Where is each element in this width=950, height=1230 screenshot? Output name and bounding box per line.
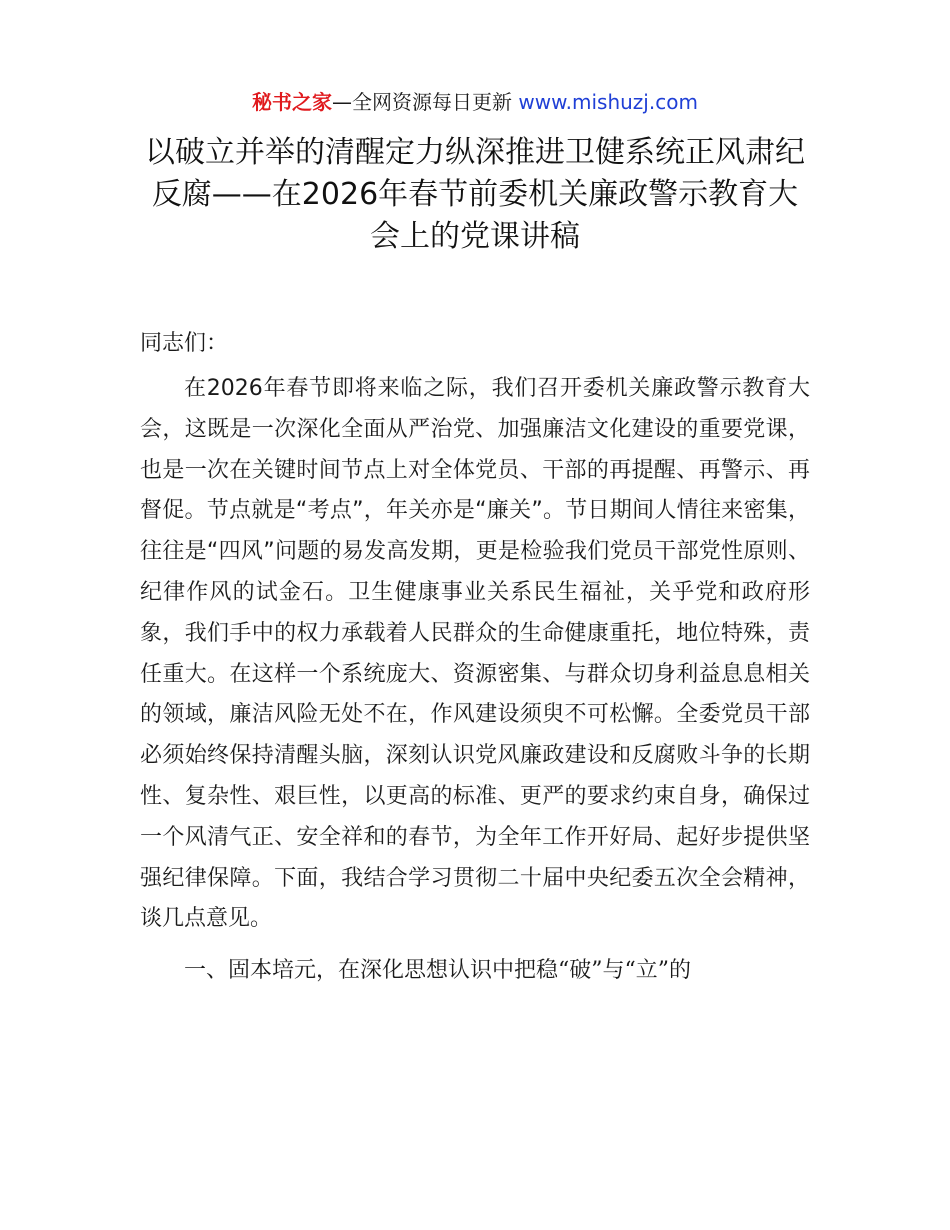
document-body bbox=[140, 323, 810, 992]
salutation: 同志们： bbox=[140, 331, 229, 356]
site-url-link[interactable]: www.mishuzj.com bbox=[518, 90, 698, 114]
site-name: 秘书之家 bbox=[252, 90, 333, 114]
site-header bbox=[0, 86, 950, 118]
site-tagline: —全网资源每日更新 bbox=[332, 90, 513, 114]
body-paragraph: 在2026年春节即将来临之际，我们召开委机关廉政警示教育大会，这既是一次深化全面从严治党、加强廉洁文化建设的重要党课，也是一次在关键时间节点上对全体党员、干部的再提醒、再警示、再督促。节点就是“考点”，年关亦是“廉关”。节日期间人情往来密集，往往是“四风”问题的易发高发期，更是检验我们党员干部党性原则、纪律作风的试金石。卫生健康事业关系民生福祉，关乎党和政府形象，我们手中的权力承载着人民群众的生命健康重托，地位特殊，责任重大。在这样一个系统庞大、资源密集、与群众切身利益息息相关的领域，廉洁风险无处不在，作风建设须臾不可松懈。全委党员干部必须始终保持清醒头脑，深刻认识党风廉政建设和反腐败斗争的长期性、复杂性、艰巨性，以更高的标准、更严的要求约束自身，确保过一个风清气正、安全祥和的春节，为全年工作开好局、起好步提供坚强纪律保障。下面，我结合学习贯彻二十届中央纪委五次全会精神，谈几点意见。 bbox=[140, 376, 810, 932]
document-title: 以破立并举的清醒定力纵深推进卫健系统正风肃纪反腐——在2026年春节前委机关廉政警示教育大会上的党课讲稿 bbox=[145, 135, 805, 254]
section-heading: 一、固本培元，在深化思想认识中把稳“破”与“立”的 bbox=[184, 958, 691, 984]
